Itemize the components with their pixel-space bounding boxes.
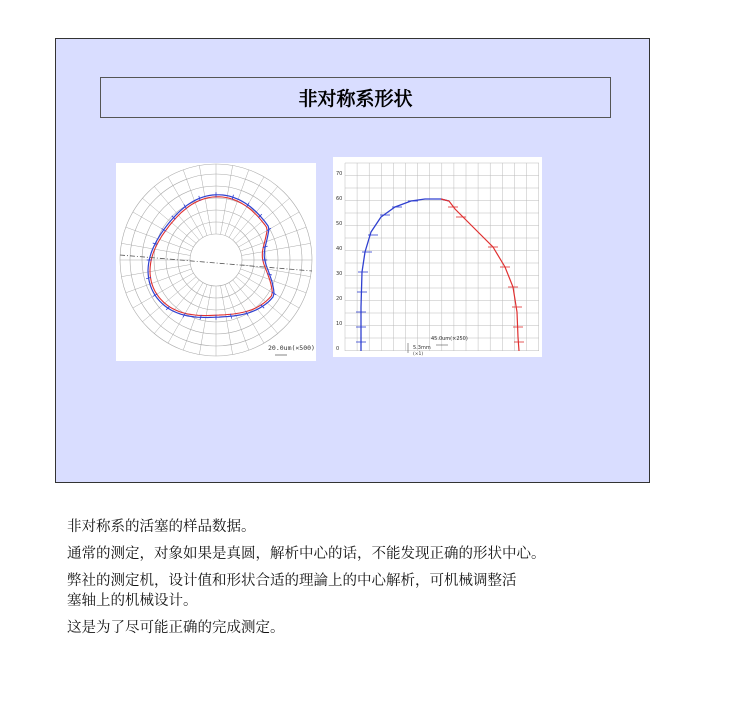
- slide-title: 非对称系形状: [100, 77, 611, 118]
- polar-spoke: [142, 277, 196, 322]
- description-line-3b: 塞轴上的机械设计。: [67, 593, 198, 609]
- description-line-2: 通常的测定，对象如果是真圆，解析中心的话，不能发现正确的形状中心。: [67, 546, 546, 562]
- profile-scale-left-sub: (×1): [413, 352, 424, 357]
- profile-y-tick: 20: [336, 296, 343, 302]
- polar-spoke: [126, 227, 192, 251]
- description-line-3: 弊社的测定机，设计值和形状合适的理論上的中心解析，可机械调整活: [67, 573, 517, 589]
- profile-contour-chart: [333, 157, 542, 357]
- polar-scale-label: 20.0um(×500): [268, 344, 315, 352]
- profile-y-tick: 30: [336, 271, 343, 277]
- polar-chart-svg: [116, 163, 316, 361]
- slide-panel: [55, 38, 650, 483]
- profile-y-tick: 40: [336, 246, 343, 252]
- polar-ring: [190, 234, 242, 286]
- profile-y-tick: 60: [336, 196, 343, 202]
- polar-spoke: [236, 277, 290, 322]
- profile-y-tick: 0: [336, 346, 340, 352]
- profile-y-tick: 50: [336, 221, 343, 227]
- polar-spoke: [126, 269, 192, 293]
- profile-y-tick-labels: [336, 171, 342, 352]
- polar-spoke: [154, 186, 199, 240]
- profile-y-tick: 10: [336, 321, 343, 327]
- profile-scale-left: 5.3mm: [413, 345, 431, 351]
- polar-spoke: [225, 284, 249, 350]
- polar-spoke: [133, 273, 194, 308]
- description-line-4: 这是为了尽可能正确的完成测定。: [67, 620, 285, 636]
- profile-chart-svg: [333, 157, 542, 357]
- profile-grid: [345, 163, 539, 351]
- description-text: [67, 517, 687, 645]
- profile-left-trace: [361, 199, 449, 351]
- polar-spoke: [154, 280, 199, 334]
- profile-scale-right: 45.0um(×250): [431, 336, 468, 342]
- description-line-1: 非对称系的活塞的样品数据。: [67, 519, 256, 535]
- polar-spoke: [240, 227, 306, 251]
- polar-spoke: [168, 283, 203, 344]
- polar-spoke: [233, 280, 278, 334]
- profile-right-trace: [441, 199, 519, 351]
- polar-spoke: [229, 177, 264, 238]
- profile-y-tick: 70: [336, 171, 343, 177]
- polar-roundness-chart: [116, 163, 316, 361]
